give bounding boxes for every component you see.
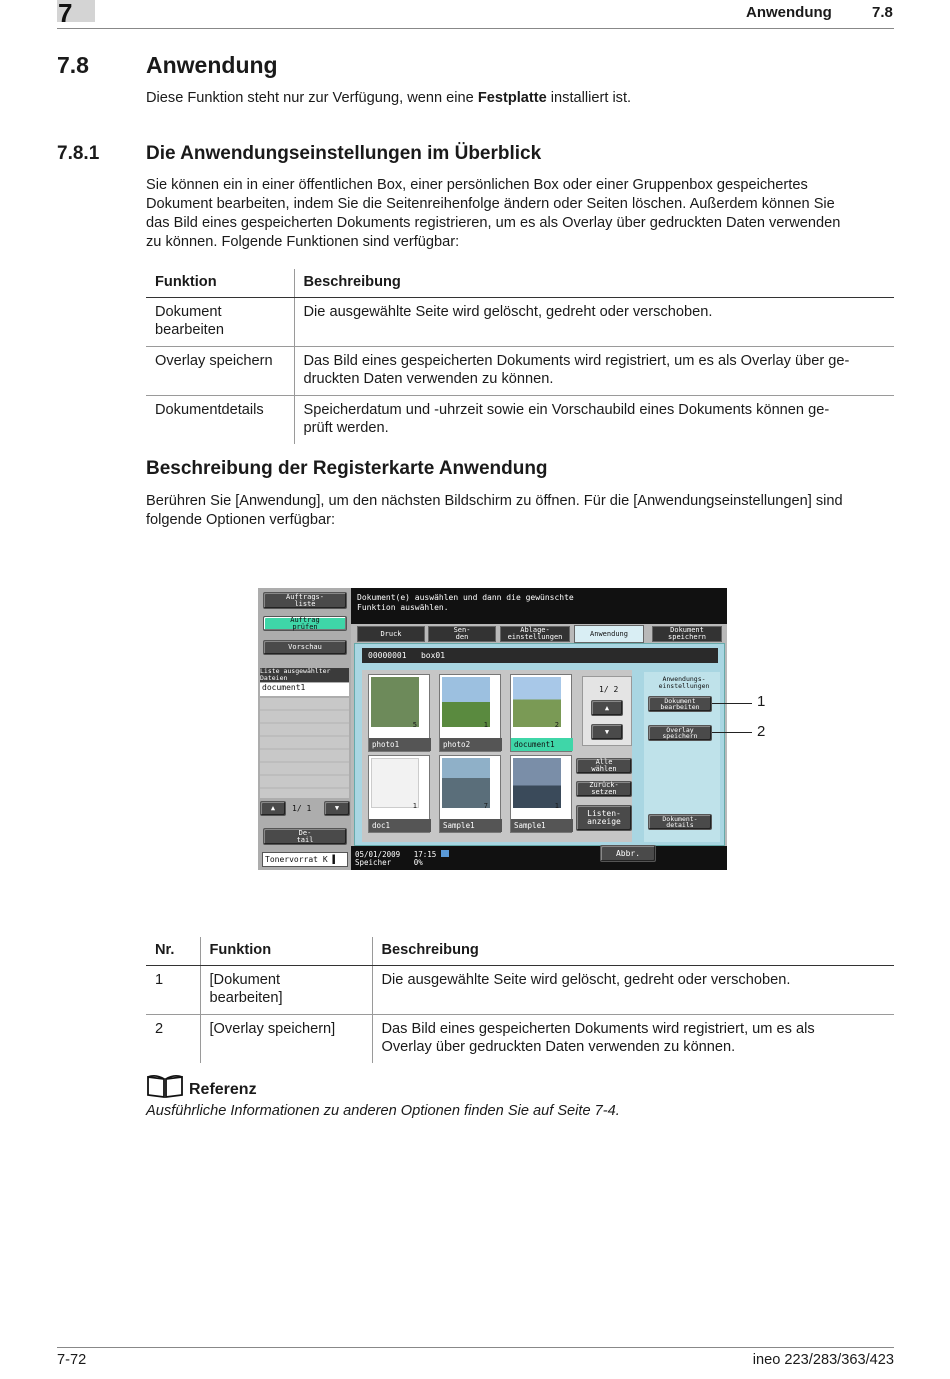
- tab-send[interactable]: Sen- den: [428, 626, 496, 642]
- para-line: zu können. Folgende Funktionen sind verfügbar:: [146, 234, 460, 250]
- chapter-number: 7: [58, 0, 73, 28]
- intro-text: Diese Funktion steht nur zur Verfügung, wenn eine: [146, 90, 478, 106]
- tab-application[interactable]: Anwendung: [574, 625, 644, 643]
- preview-button[interactable]: Vorschau: [263, 640, 347, 655]
- cell-description: Die ausgewählte Seite wird gelöscht, gedreht oder verschoben.: [294, 298, 894, 347]
- save-overlay-button[interactable]: Overlay speichern: [648, 725, 712, 741]
- status-date: 05/01/2009: [355, 850, 401, 859]
- toner-indicator: Tonervorrat K ▌: [262, 852, 348, 867]
- tab-filing-settings[interactable]: Ablage- einstellungen: [500, 626, 570, 642]
- cell-description: Die ausgewählte Seite wird gelöscht, gedreht oder verschoben.: [372, 966, 894, 1015]
- list-view-button[interactable]: Listen- anzeige: [576, 805, 632, 831]
- reset-button[interactable]: Zurück- setzen: [576, 781, 632, 797]
- thumbnail-sample1-b[interactable]: 1 Sample1: [510, 755, 572, 833]
- col-header-nr: Nr.: [146, 937, 200, 966]
- check-job-button[interactable]: Auftrag prüfen: [263, 616, 347, 631]
- subsection-paragraph: [146, 176, 894, 252]
- reference-title: Referenz: [189, 1081, 257, 1098]
- book-icon: [146, 1073, 184, 1099]
- col-header-function: Funktion: [146, 269, 294, 298]
- tab-print[interactable]: Druck: [357, 626, 425, 642]
- box-name-bar: 00000001 box01: [362, 648, 718, 663]
- callout-line-2: [712, 732, 752, 733]
- thumbnail-doc1[interactable]: 1 doc1: [368, 755, 430, 833]
- network-icon: [441, 850, 449, 857]
- table-row: [146, 966, 894, 1015]
- register-heading: Beschreibung der Registerkarte Anwendung: [146, 458, 548, 479]
- section-intro: [146, 89, 894, 108]
- table-row: [146, 298, 894, 347]
- callout-line-1: [712, 703, 752, 704]
- footer-rule: [57, 1347, 894, 1348]
- intro-text-end: installiert ist.: [546, 90, 632, 106]
- table-row: [146, 396, 894, 445]
- list-down-arrow-icon[interactable]: ▼: [324, 801, 350, 816]
- header-rule: [57, 28, 894, 29]
- detail-button[interactable]: De- tail: [263, 828, 347, 845]
- para-line: das Bild eines gespeicherten Dokuments registrieren, um es als Overlay über gedruckten Daten verwenden: [146, 215, 841, 231]
- page-up-arrow-icon[interactable]: ▲: [591, 700, 623, 716]
- table-row: [146, 347, 894, 396]
- page-indicator: 1/ 2: [599, 685, 619, 694]
- thumbnail-photo1[interactable]: 5 photo1: [368, 674, 430, 752]
- left-page-indicator: 1/ 1: [292, 804, 312, 813]
- col-header-function: Funktion: [200, 937, 372, 966]
- cell-function: Overlay speichern: [146, 347, 294, 396]
- select-all-button[interactable]: Alle wählen: [576, 758, 632, 774]
- control-panel-screenshot: [258, 588, 727, 870]
- header-section-number: 7.8: [872, 4, 893, 21]
- edit-document-button[interactable]: Dokument bearbeiten: [648, 696, 712, 712]
- callout-number-2: 2: [757, 723, 766, 740]
- thumbnail-sample1[interactable]: 7 Sample1: [439, 755, 501, 833]
- table-row: [146, 1015, 894, 1064]
- section-number: 7.8: [57, 52, 89, 78]
- status-memory-label: Speicher: [355, 858, 392, 867]
- cell-description: Das Bild eines gespeicherten Dokuments wird registriert, um es als Overlay über gedruckten Daten verwenden zu können.: [381, 1021, 815, 1055]
- cell-function: [Overlay speichern]: [200, 1015, 372, 1064]
- footer-page-number: 7-72: [57, 1352, 87, 1368]
- cell-nr: 2: [146, 1015, 200, 1064]
- table-header-row: [146, 937, 894, 966]
- instruction-message: Dokument(e) auswählen und dann die gewünschte Funktion auswählen.: [351, 588, 727, 624]
- document-details-button[interactable]: Dokument- details: [648, 814, 712, 830]
- register-paragraph: [146, 492, 894, 530]
- status-line-2: [355, 859, 723, 867]
- application-settings-label: Anwendungs- einstellungen: [658, 675, 710, 690]
- option-table: [146, 937, 894, 1063]
- toner-k-label: K: [322, 855, 328, 864]
- cell-nr: 1: [146, 966, 200, 1015]
- callout-number-1: 1: [757, 693, 766, 710]
- thumbnail-photo2[interactable]: 1 photo2: [439, 674, 501, 752]
- selected-file-item[interactable]: document1: [260, 683, 349, 696]
- selected-files-label: Liste ausgewählter Dateien: [260, 668, 349, 682]
- function-table: [146, 269, 894, 444]
- section-title: Anwendung: [146, 52, 278, 78]
- list-up-arrow-icon[interactable]: ▲: [260, 801, 286, 816]
- para-line: Berühren Sie [Anwendung], um den nächsten Bildschirm zu öffnen. Für die [Anwendungseinstellungen] sind: [146, 493, 843, 509]
- header-section-title: Anwendung: [746, 4, 832, 21]
- para-line: Dokument bearbeiten, indem Sie die Seitenreihenfolge ändern oder Seiten löschen. Außerdem können Sie: [146, 196, 835, 212]
- table-header-row: [146, 269, 894, 298]
- footer-product: ineo 223/283/363/423: [752, 1352, 894, 1368]
- col-header-description: Beschreibung: [372, 937, 894, 966]
- intro-bold: Festplatte: [477, 90, 547, 106]
- cancel-button[interactable]: Abbr.: [600, 845, 656, 862]
- cell-description: Das Bild eines gespeicherten Dokuments wird registriert, um es als Overlay über ge- druckten Daten verwenden zu können.: [294, 347, 894, 396]
- status-bar: [351, 846, 727, 870]
- cell-function: [Dokument bearbeiten]: [200, 966, 372, 1015]
- job-list-button[interactable]: Auftrags- liste: [263, 592, 347, 609]
- page-down-arrow-icon[interactable]: ▼: [591, 724, 623, 740]
- subsection-title: Die Anwendungseinstellungen im Überblick: [146, 143, 542, 164]
- cell-function: Dokumentdetails: [146, 396, 294, 445]
- file-list-area: [260, 698, 349, 798]
- thumbnail-document1[interactable]: 2 document1: [510, 674, 572, 752]
- para-line: folgende Optionen verfügbar:: [146, 512, 336, 528]
- cell-function: Dokument bearbeiten: [146, 298, 294, 347]
- cell-description: Speicherdatum und -uhrzeit sowie ein Vorschaubild eines Dokuments können ge- prüft werden.: [303, 402, 830, 436]
- status-memory-value: 0%: [413, 858, 423, 867]
- tab-save-document[interactable]: Dokument speichern: [652, 626, 722, 642]
- reference-text: Ausführliche Informationen zu anderen Optionen finden Sie auf Seite 7-4.: [146, 1103, 620, 1119]
- para-line: Sie können ein in einer öffentlichen Box, einer persönlichen Box oder einer Gruppenbox gespeichertes: [146, 177, 808, 193]
- subsection-number: 7.8.1: [57, 143, 100, 164]
- col-header-description: Beschreibung: [294, 269, 894, 298]
- status-time: 17:15: [413, 850, 437, 859]
